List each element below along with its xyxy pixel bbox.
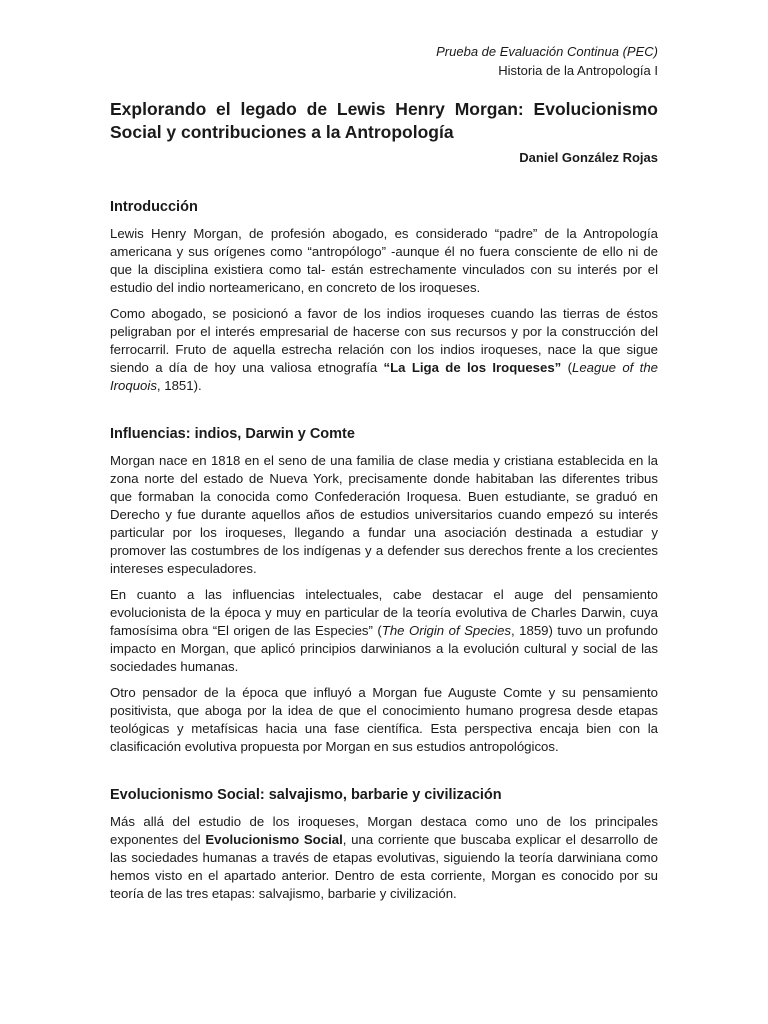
paragraph	[110, 305, 658, 395]
text-run: En cuanto a las influencias intelectuales, cabe destacar el auge del pensamiento evolucionista de la época y muy en particular de la teoría evolutiva de Charles Darwin, cuya famosísima obra “El origen de las Especies” (	[110, 587, 658, 638]
paragraph: Morgan nace en 1818 en el seno de una familia de clase media y cristiana establecida en la zona norte del estado de Nueva York, precisamente donde habitaban las diferentes tribus que formaban la conocida como Confederación Iroquesa. Buen estudiante, se graduó en Derecho y fue durante aquellos años de estudios universitarios cuando empezó su interés particular por los iroqueses, llegando a fundar una asociación destinada a estudiar y promover las costumbres de los indígenas y a defender sus derechos frente a los crecientes intereses especuladores.	[110, 453, 658, 576]
section-influences	[110, 424, 658, 756]
paragraph	[110, 813, 658, 903]
bold-term: Evolucionismo Social	[205, 832, 343, 847]
text-run: , 1851).	[156, 378, 202, 393]
section-heading: Introducción	[110, 199, 198, 215]
section-heading: Influencias: indios, Darwin y Comte	[110, 426, 355, 442]
section-social-evolutionism	[110, 785, 658, 903]
course-line: Prueba de Evaluación Continua (PEC)	[436, 44, 658, 59]
text-run: Como abogado, se posicionó a favor de los indios iroqueses cuando las tierras de éstos peligraban por el interés empresarial de hacerse con sus recursos y por la construcción del ferrocarril. Fruto de aquella estrecha relación con los indios iroqueses, nace la que sigue siendo a día de hoy una valiosa etnografía	[110, 306, 658, 375]
italic-book-title: The Origin of Species	[381, 623, 512, 638]
section-introduction	[110, 197, 658, 395]
bold-book-title: “La Liga de los Iroqueses”	[383, 360, 562, 375]
paragraph: Lewis Henry Morgan, de profesión abogado, es considerado “padre” de la Antropología americana y sus orígenes como “antropólogo” -aunque él no fuera consciente de ello ni de que la disciplina existiera como tal- están estrechamente vinculados con su interés por el estudio del indio norteamericano, en concreto de los iroqueses.	[110, 226, 658, 295]
subject-line: Historia de la Antropología I	[498, 63, 658, 78]
document-header	[110, 42, 658, 80]
paragraph	[110, 586, 658, 676]
document-page	[110, 42, 658, 903]
section-heading: Evolucionismo Social: salvajismo, barbarie y civilización	[110, 787, 502, 803]
text-run: (	[561, 360, 573, 375]
author-name: Daniel González Rojas	[519, 150, 658, 165]
document-title: Explorando el legado de Lewis Henry Morgan: Evolucionismo Social y contribuciones a la Antropología	[110, 99, 658, 142]
text-run: Más allá del estudio de los iroqueses, Morgan destaca como uno de los principales exponentes del	[110, 814, 658, 847]
text-run: , una corriente que buscaba explicar el desarrollo de las sociedades humanas a través de etapas evolutivas, siguiendo la teoría darwiniana como hemos visto en el apartado anterior. Dentro de esta corriente, Morgan es conocido por su teoría de las tres etapas: salvajismo, barbarie y civilización.	[110, 832, 658, 901]
italic-book-title: League of the Iroquois	[110, 360, 659, 393]
paragraph: Otro pensador de la época que influyó a Morgan fue Auguste Comte y su pensamiento positivista, que aboga por la idea de que el conocimiento humano progresa desde etapas teológicas y metafísicas hacia una fase científica. Esta perspectiva encaja bien con la clasificación evolutiva propuesta por Morgan en sus estudios antropológicos.	[110, 685, 658, 754]
text-run: , 1859) tuvo un profundo impacto en Morgan, que aplicó principios darwinianos a la evolución cultural y social de las sociedades humanas.	[110, 623, 658, 674]
